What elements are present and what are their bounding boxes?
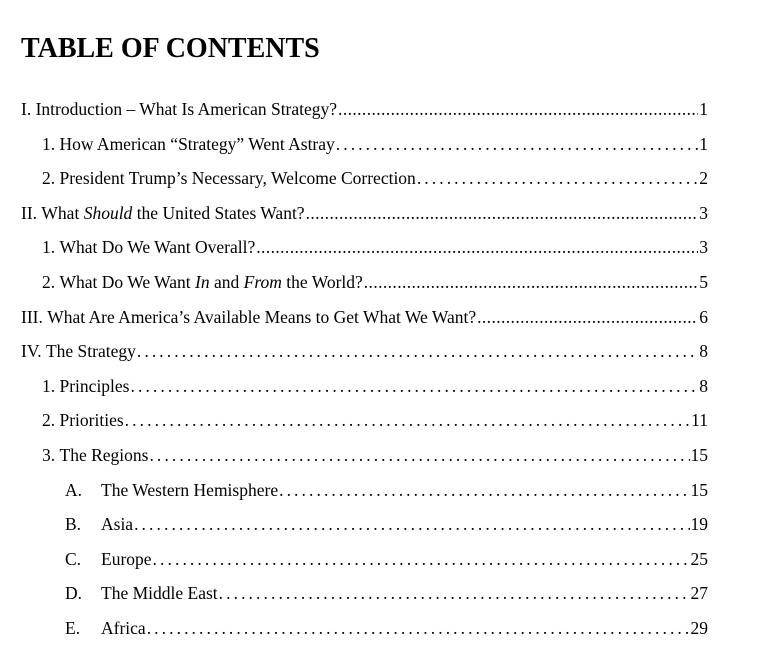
toc-entry-label-part: Introduction – What Is American Strategy? (35, 99, 338, 119)
toc-page-number: 6 (699, 306, 708, 327)
toc-entry-number: 2. (42, 410, 56, 431)
toc-entry-label (101, 611, 146, 646)
toc-entry-label-part: The Western Hemisphere (101, 479, 279, 500)
toc-entry-number: A. (65, 479, 83, 500)
toc-page-number: 3 (699, 202, 708, 223)
toc-entry-number: E. (65, 617, 81, 638)
toc-entry-number: 1. (42, 133, 56, 154)
toc-entry[interactable] (0, 334, 708, 369)
toc-entry[interactable] (0, 438, 708, 473)
toc-entry-number: 3. (42, 444, 56, 465)
toc-entry-label-part: Africa (101, 617, 146, 638)
toc-dot-leader (364, 265, 698, 300)
toc-dot-leader (134, 507, 689, 542)
toc-entry-label (60, 369, 130, 404)
toc-entry-number: I. (21, 99, 32, 119)
toc-entry-label-part: The Regions (59, 444, 149, 465)
toc-entry-label-part: Principles (59, 375, 130, 396)
toc-entry[interactable] (0, 265, 708, 300)
toc-page-number: 15 (690, 444, 708, 465)
toc-entry-label-part: What Are America’s Available Means to Get What We Want? (47, 306, 477, 327)
toc-dot-leader (219, 576, 690, 611)
toc-entry-label-part: Asia (101, 514, 134, 535)
toc-page-number: 29 (690, 617, 708, 638)
toc-entry-label-part: What Do We Want Overall? (59, 237, 256, 258)
toc-entry-label (36, 92, 337, 127)
toc-entry-label-part: What Do We Want (59, 271, 196, 292)
toc-entry-label-part: The Middle East (101, 583, 218, 604)
toc-entry-label-emphasis: From (243, 271, 282, 292)
toc-entry-number: IV. (21, 341, 42, 362)
toc-page-number: 1 (699, 99, 708, 119)
toc-entry-label (60, 161, 416, 196)
toc-entry-label (41, 196, 304, 231)
toc-entry-label-part: What (41, 202, 84, 223)
toc-entry[interactable] (0, 473, 708, 508)
toc-dot-leader (153, 542, 690, 577)
toc-dot-leader (147, 611, 690, 646)
toc-entry[interactable] (0, 369, 708, 404)
toc-entry[interactable] (0, 230, 708, 265)
toc-entry[interactable] (0, 611, 708, 646)
toc-entry[interactable] (0, 576, 708, 611)
toc-entry-label-emphasis: In (195, 271, 210, 292)
toc-entry[interactable] (0, 92, 708, 127)
toc-page-number: 1 (699, 133, 708, 154)
toc-entry-number: D. (65, 583, 83, 604)
toc-entry-number: C. (65, 548, 82, 569)
toc-entry-label (47, 300, 476, 335)
toc-entry[interactable] (0, 542, 708, 577)
toc-dot-leader (125, 403, 690, 438)
toc-dot-leader (306, 196, 699, 231)
toc-entry-number: B. (65, 514, 82, 535)
toc-entry-label (101, 542, 152, 577)
toc-dot-leader (137, 334, 698, 369)
toc-entry-label-part: President Trump’s Necessary, Welcome Correction (59, 168, 416, 189)
toc-entry-label (101, 473, 278, 508)
toc-page-number: 19 (690, 514, 708, 535)
toc-entry[interactable] (0, 300, 708, 335)
toc-entry-label-part: Priorities (59, 410, 124, 431)
toc-entry-number: 1. (42, 375, 56, 396)
toc-entry-label (60, 438, 149, 473)
toc-entry-number: 2. (42, 168, 56, 189)
toc-page-number: 8 (699, 341, 708, 362)
toc-entry-number: III. (21, 306, 43, 327)
toc-dot-leader (149, 438, 689, 473)
toc-page-number: 27 (690, 583, 708, 604)
toc-page-number: 11 (691, 410, 708, 431)
toc-entry-label-part: The Strategy (45, 341, 136, 362)
toc-entry[interactable] (0, 196, 708, 231)
toc-entry[interactable] (0, 161, 708, 196)
toc-dot-leader (338, 92, 698, 127)
toc-entry-label (46, 334, 136, 369)
toc-entry-label-part: the World? (281, 271, 363, 292)
toc-entry[interactable] (0, 127, 708, 162)
toc-entry-label-emphasis: Should (83, 202, 133, 223)
toc-dot-leader (131, 369, 699, 404)
toc-list (0, 92, 769, 646)
toc-entry-number: 2. (42, 271, 56, 292)
toc-entry-label (60, 127, 335, 162)
toc-dot-leader (279, 473, 689, 508)
toc-entry-label (101, 576, 218, 611)
page-title: TABLE OF CONTENTS (21, 33, 320, 64)
toc-entry-number: 1. (42, 237, 56, 258)
toc-dot-leader (477, 300, 698, 335)
toc-entry[interactable] (0, 507, 708, 542)
toc-entry-label-part: Europe (101, 548, 152, 569)
toc-entry-label (60, 230, 256, 265)
toc-dot-leader (256, 230, 698, 265)
toc-page-number: 8 (699, 375, 708, 396)
toc-dot-leader (417, 161, 698, 196)
toc-entry-label-part: and (209, 271, 244, 292)
toc-page-number: 15 (690, 479, 708, 500)
toc-entry-label (60, 265, 363, 300)
toc-entry-label (101, 507, 133, 542)
toc-entry[interactable] (0, 403, 708, 438)
toc-dot-leader (336, 127, 698, 162)
toc-entry-label (60, 403, 124, 438)
toc-entry-label-part: How American “Strategy” Went Astray (59, 133, 335, 154)
toc-entry-number: II. (21, 202, 38, 223)
toc-entry-label-part: the United States Want? (132, 202, 305, 223)
toc-page-number: 25 (690, 548, 708, 569)
toc-page-number: 5 (699, 271, 708, 292)
toc-page-number: 2 (699, 168, 708, 189)
toc-page-number: 3 (699, 237, 708, 258)
